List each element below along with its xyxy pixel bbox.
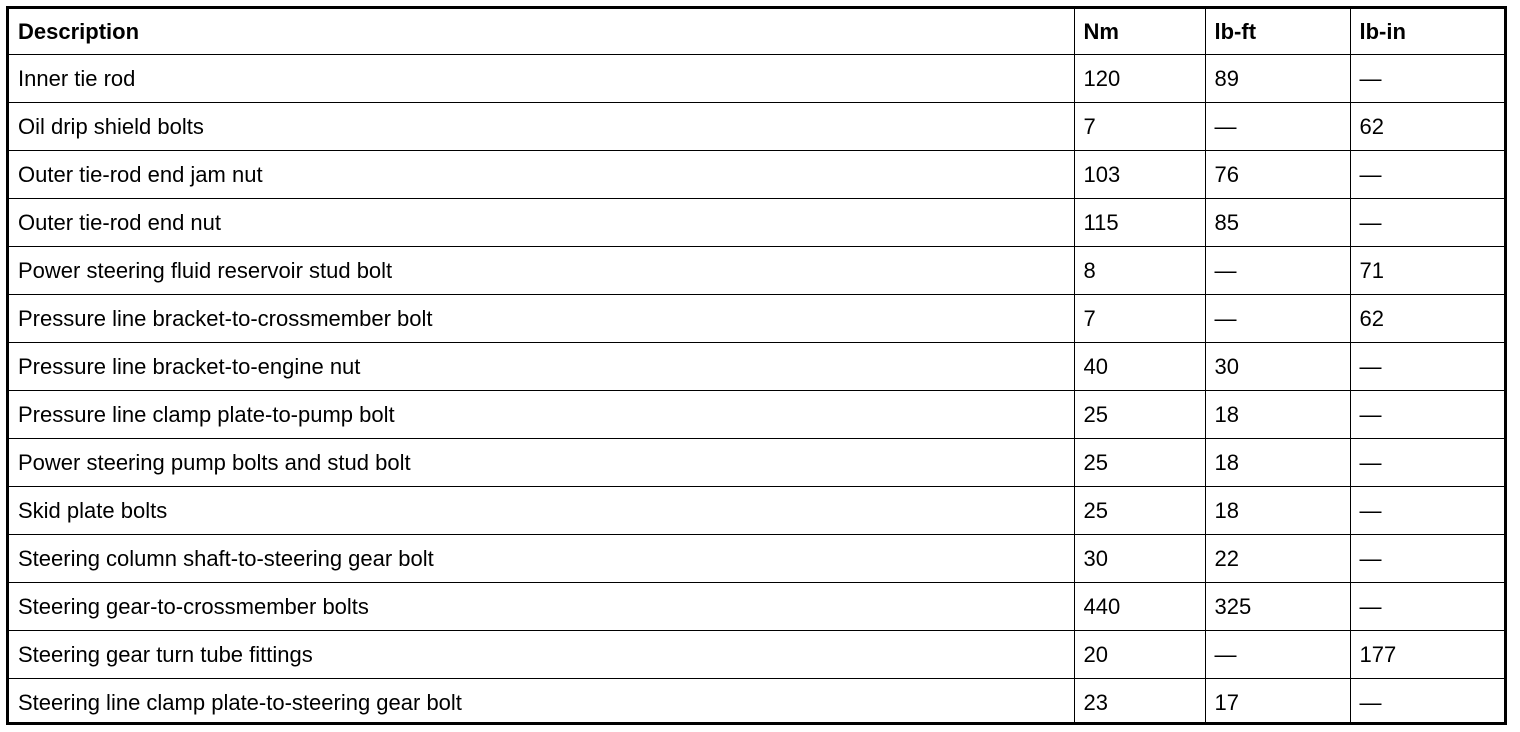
table-row: [9, 487, 1504, 535]
cell-lbin: —: [1350, 343, 1504, 391]
cell-lbin: 62: [1350, 295, 1504, 343]
cell-nm: 7: [1074, 295, 1205, 343]
cell-lbin: 177: [1350, 631, 1504, 679]
cell-description: Pressure line bracket-to-engine nut: [9, 343, 1074, 391]
cell-nm: 25: [1074, 391, 1205, 439]
cell-nm: 40: [1074, 343, 1205, 391]
cell-lbft: 18: [1205, 391, 1350, 439]
table-row: [9, 391, 1504, 439]
torque-spec-table: [9, 9, 1504, 725]
cell-nm: 440: [1074, 583, 1205, 631]
table-body: [9, 55, 1504, 726]
header-description: Description: [9, 9, 1074, 55]
cell-lbin: —: [1350, 391, 1504, 439]
cell-lbft: 22: [1205, 535, 1350, 583]
cell-lbin: —: [1350, 679, 1504, 726]
table-row: [9, 343, 1504, 391]
cell-description: Power steering pump bolts and stud bolt: [9, 439, 1074, 487]
table-row: [9, 583, 1504, 631]
header-lbin: lb-in: [1350, 9, 1504, 55]
table-header-row: [9, 9, 1504, 55]
cell-lbin: —: [1350, 487, 1504, 535]
cell-lbft: 30: [1205, 343, 1350, 391]
cell-description: Steering column shaft-to-steering gear bolt: [9, 535, 1074, 583]
cell-lbft: 89: [1205, 55, 1350, 103]
cell-lbin: —: [1350, 535, 1504, 583]
cell-lbin: 62: [1350, 103, 1504, 151]
cell-nm: 103: [1074, 151, 1205, 199]
cell-nm: 115: [1074, 199, 1205, 247]
cell-lbft: 76: [1205, 151, 1350, 199]
cell-description: Skid plate bolts: [9, 487, 1074, 535]
table-row: [9, 535, 1504, 583]
cell-description: Outer tie-rod end nut: [9, 199, 1074, 247]
cell-lbin: —: [1350, 439, 1504, 487]
cell-description: Steering gear turn tube fittings: [9, 631, 1074, 679]
cell-lbft: 18: [1205, 439, 1350, 487]
cell-lbft: 325: [1205, 583, 1350, 631]
table-row: [9, 247, 1504, 295]
header-lbft: lb-ft: [1205, 9, 1350, 55]
cell-nm: 23: [1074, 679, 1205, 726]
cell-lbft: 85: [1205, 199, 1350, 247]
cell-lbft: —: [1205, 247, 1350, 295]
cell-nm: 120: [1074, 55, 1205, 103]
table-row: [9, 295, 1504, 343]
cell-lbft: 18: [1205, 487, 1350, 535]
cell-nm: 8: [1074, 247, 1205, 295]
cell-lbft: —: [1205, 295, 1350, 343]
table-row: [9, 55, 1504, 103]
cell-lbin: —: [1350, 151, 1504, 199]
table-row: [9, 439, 1504, 487]
cell-nm: 7: [1074, 103, 1205, 151]
cell-lbft: 17: [1205, 679, 1350, 726]
cell-lbin: —: [1350, 55, 1504, 103]
cell-lbin: 71: [1350, 247, 1504, 295]
header-nm: Nm: [1074, 9, 1205, 55]
cell-lbft: —: [1205, 103, 1350, 151]
table-row: [9, 103, 1504, 151]
cell-description: Steering gear-to-crossmember bolts: [9, 583, 1074, 631]
cell-description: Power steering fluid reservoir stud bolt: [9, 247, 1074, 295]
cell-description: Pressure line clamp plate-to-pump bolt: [9, 391, 1074, 439]
cell-nm: 30: [1074, 535, 1205, 583]
table-row: [9, 679, 1504, 726]
cell-lbin: —: [1350, 583, 1504, 631]
table-row: [9, 631, 1504, 679]
cell-description: Steering line clamp plate-to-steering gear bolt: [9, 679, 1074, 726]
cell-lbin: —: [1350, 199, 1504, 247]
table-row: [9, 151, 1504, 199]
cell-nm: 25: [1074, 487, 1205, 535]
cell-description: Outer tie-rod end jam nut: [9, 151, 1074, 199]
cell-description: Inner tie rod: [9, 55, 1074, 103]
table-row: [9, 199, 1504, 247]
cell-nm: 25: [1074, 439, 1205, 487]
cell-lbft: —: [1205, 631, 1350, 679]
cell-nm: 20: [1074, 631, 1205, 679]
cell-description: Oil drip shield bolts: [9, 103, 1074, 151]
torque-spec-table-frame: [6, 6, 1507, 725]
cell-description: Pressure line bracket-to-crossmember bolt: [9, 295, 1074, 343]
